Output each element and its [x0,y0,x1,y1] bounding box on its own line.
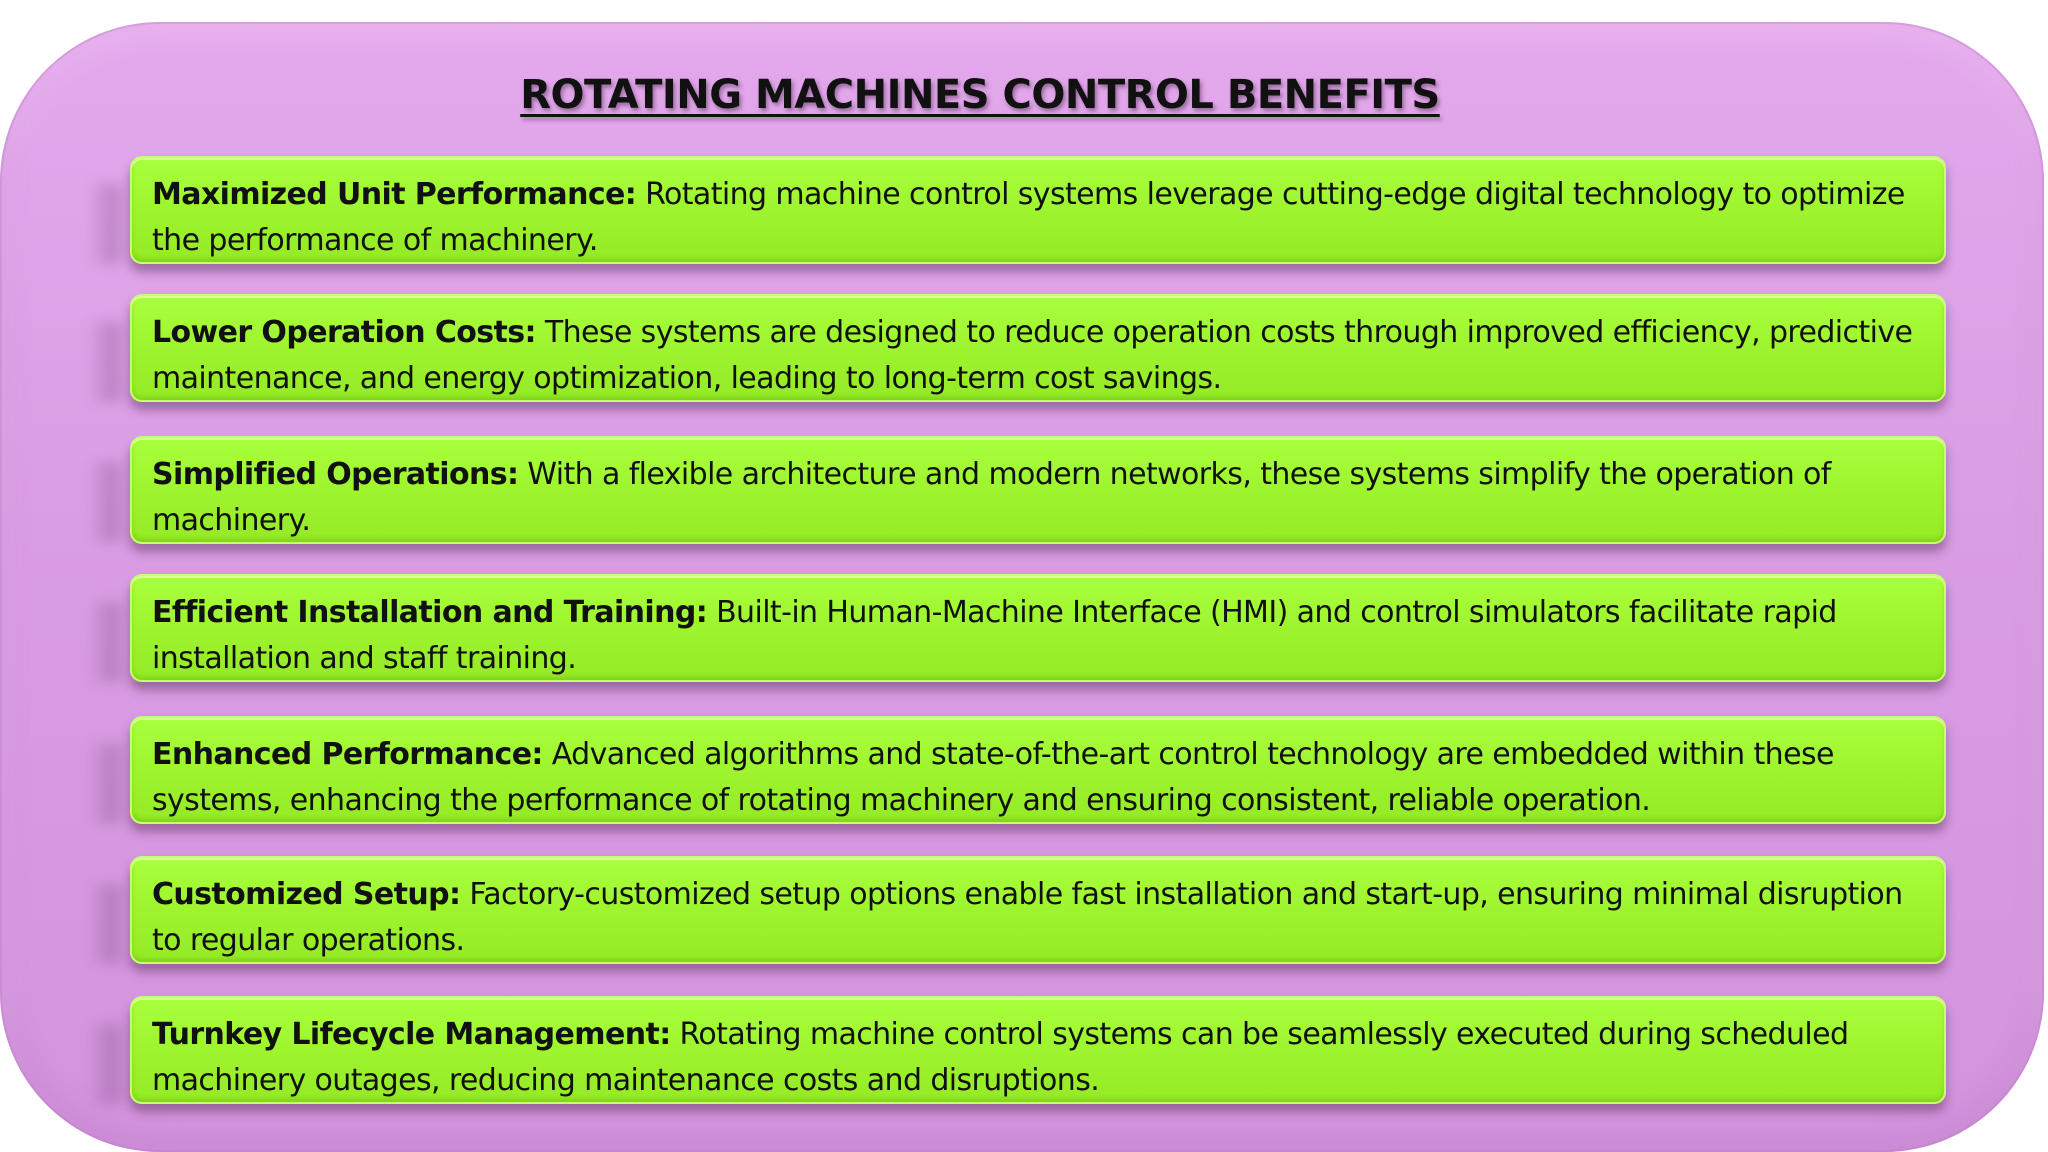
page-title: ROTATING MACHINES CONTROL BENEFITS [520,72,1440,118]
benefit-heading: Efficient Installation and Training: [152,595,708,630]
benefit-heading: Turnkey Lifecycle Management: [152,1017,671,1052]
benefit-text: These systems are designed to reduce operation costs through improved efficiency, predictive maintenance, and energy optimization, leading to long-term cost savings. [152,315,1913,396]
card-shadow [88,462,128,542]
benefit-card [130,294,1946,402]
card-shadow [88,322,128,402]
benefit-card [130,856,1946,964]
card-shadow [88,602,128,682]
benefit-card [130,716,1946,824]
benefit-heading: Enhanced Performance: [152,737,543,772]
benefit-text: Rotating machine control systems can be seamlessly executed during scheduled machinery outages, reducing maintenance costs and disruptions. [152,1017,1849,1098]
benefit-text: Advanced algorithms and state-of-the-art control technology are embedded within these systems, enhancing the performance of rotating machinery and ensuring consistent, reliable operation. [152,737,1834,818]
benefit-card [130,574,1946,682]
card-shadow [88,184,128,264]
card-shadow [88,744,128,824]
benefit-card [130,156,1946,264]
benefit-text: Factory-customized setup options enable fast installation and start-up, ensuring minimal disruption to regular operations. [152,877,1903,958]
card-shadow [88,884,128,964]
benefit-heading: Customized Setup: [152,877,461,912]
benefit-text: Built-in Human-Machine Interface (HMI) and control simulators facilitate rapid installation and staff training. [152,595,1837,676]
benefit-text: With a flexible architecture and modern networks, these systems simplify the operation of machinery. [152,457,1831,538]
benefit-heading: Simplified Operations: [152,457,519,492]
benefit-text: Rotating machine control systems leverage cutting-edge digital technology to optimize the performance of machinery. [152,177,1905,258]
benefit-heading: Maximized Unit Performance: [152,177,637,212]
card-shadow [88,1024,128,1104]
benefit-card [130,996,1946,1104]
benefit-card [130,436,1946,544]
benefit-heading: Lower Operation Costs: [152,315,536,350]
